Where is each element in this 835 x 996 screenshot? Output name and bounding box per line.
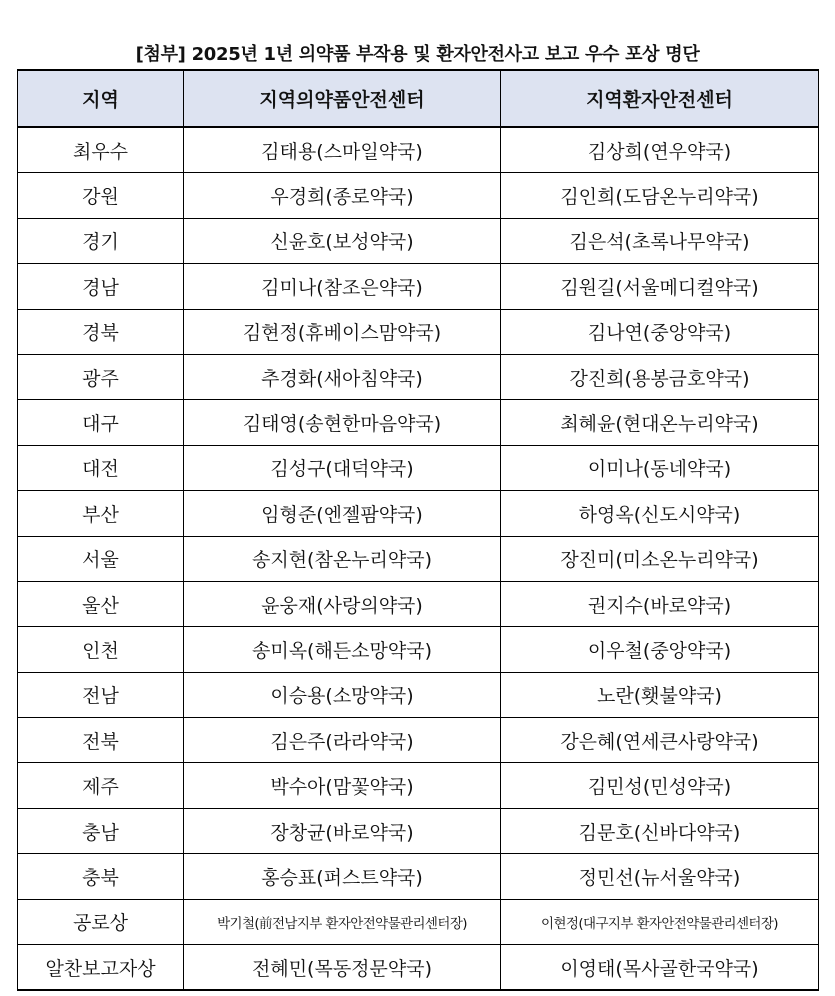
header-patient-safety-center: 지역환자안전센터 [501, 70, 819, 127]
table-row [18, 581, 819, 626]
patient-center-cell: 김상희(연우약국) [501, 127, 819, 173]
patient-center-cell: 최혜윤(현대온누리약국) [501, 400, 819, 445]
region-cell: 제주 [18, 763, 184, 808]
patient-center-cell: 노란(횃불약국) [501, 672, 819, 717]
table-row [18, 445, 819, 490]
region-cell: 대구 [18, 400, 184, 445]
region-cell: 전북 [18, 718, 184, 763]
drug-center-cell: 박수아(맘꽃약국) [184, 763, 501, 808]
table-row [18, 945, 819, 991]
region-cell: 부산 [18, 491, 184, 536]
table-row [18, 672, 819, 717]
region-cell: 경남 [18, 264, 184, 309]
region-cell: 광주 [18, 354, 184, 399]
region-cell: 서울 [18, 536, 184, 581]
patient-center-cell: 하영옥(신도시약국) [501, 491, 819, 536]
patient-center-cell: 권지수(바로약국) [501, 581, 819, 626]
table-row [18, 400, 819, 445]
patient-center-cell: 이현정(대구지부 환자안전약물관리센터장) [501, 899, 819, 944]
patient-center-cell: 김은석(초록나무약국) [501, 218, 819, 263]
drug-center-cell: 송지현(참온누리약국) [184, 536, 501, 581]
drug-center-cell: 이승용(소망약국) [184, 672, 501, 717]
region-cell: 전남 [18, 672, 184, 717]
table-header-row [18, 70, 819, 127]
region-cell: 강원 [18, 173, 184, 218]
drug-center-cell: 우경희(종로약국) [184, 173, 501, 218]
patient-center-cell: 장진미(미소온누리약국) [501, 536, 819, 581]
patient-center-cell: 이우철(중앙약국) [501, 627, 819, 672]
patient-center-cell: 김문호(신바다약국) [501, 808, 819, 853]
drug-center-cell: 김태용(스마일약국) [184, 127, 501, 173]
region-cell: 대전 [18, 445, 184, 490]
drug-center-cell: 김현정(휴베이스맘약국) [184, 309, 501, 354]
header-region: 지역 [18, 70, 184, 127]
drug-center-cell: 김미나(참조은약국) [184, 264, 501, 309]
patient-center-cell: 김인희(도담온누리약국) [501, 173, 819, 218]
table-row [18, 127, 819, 173]
patient-center-cell: 강은혜(연세큰사랑약국) [501, 718, 819, 763]
drug-center-cell: 김태영(송현한마음약국) [184, 400, 501, 445]
header-drug-safety-center: 지역의약품안전센터 [184, 70, 501, 127]
drug-center-cell: 신윤호(보성약국) [184, 218, 501, 263]
drug-center-cell: 박기철(前전남지부 환자안전약물관리센터장) [184, 899, 501, 944]
drug-center-cell: 임형준(엔젤팜약국) [184, 491, 501, 536]
patient-center-cell: 김나연(중앙약국) [501, 309, 819, 354]
patient-center-cell: 이영태(목사골한국약국) [501, 945, 819, 991]
region-cell: 울산 [18, 581, 184, 626]
patient-center-cell: 김원길(서울메디컬약국) [501, 264, 819, 309]
table-row [18, 309, 819, 354]
page-title: [첨부] 2025년 1년 의약품 부작용 및 환자안전사고 보고 우수 포상 명단 [135, 44, 700, 65]
drug-center-cell: 윤웅재(사랑의약국) [184, 581, 501, 626]
patient-center-cell: 이미나(동네약국) [501, 445, 819, 490]
drug-center-cell: 추경화(새아침약국) [184, 354, 501, 399]
patient-center-cell: 김민성(민성약국) [501, 763, 819, 808]
region-cell: 최우수 [18, 127, 184, 173]
region-cell: 충남 [18, 808, 184, 853]
region-cell: 공로상 [18, 899, 184, 944]
table-row [18, 354, 819, 399]
table-row [18, 491, 819, 536]
table-row [18, 264, 819, 309]
drug-center-cell: 장창균(바로약국) [184, 808, 501, 853]
table-row [18, 899, 819, 944]
drug-center-cell: 김성구(대덕약국) [184, 445, 501, 490]
region-cell: 경기 [18, 218, 184, 263]
drug-center-cell: 송미옥(해든소망약국) [184, 627, 501, 672]
table-row [18, 627, 819, 672]
region-cell: 경북 [18, 309, 184, 354]
region-cell: 충북 [18, 854, 184, 899]
region-cell: 알찬보고자상 [18, 945, 184, 991]
patient-center-cell: 정민선(뉴서울약국) [501, 854, 819, 899]
drug-center-cell: 김은주(라라약국) [184, 718, 501, 763]
drug-center-cell: 홍승표(퍼스트약국) [184, 854, 501, 899]
table-row [18, 763, 819, 808]
table-row [18, 718, 819, 763]
table-row [18, 536, 819, 581]
table-row [18, 218, 819, 263]
region-cell: 인천 [18, 627, 184, 672]
table-row [18, 173, 819, 218]
award-roster-table [17, 69, 819, 991]
drug-center-cell: 전혜민(목동정문약국) [184, 945, 501, 991]
table-row [18, 854, 819, 899]
patient-center-cell: 강진희(용봉금호약국) [501, 354, 819, 399]
table-row [18, 808, 819, 853]
